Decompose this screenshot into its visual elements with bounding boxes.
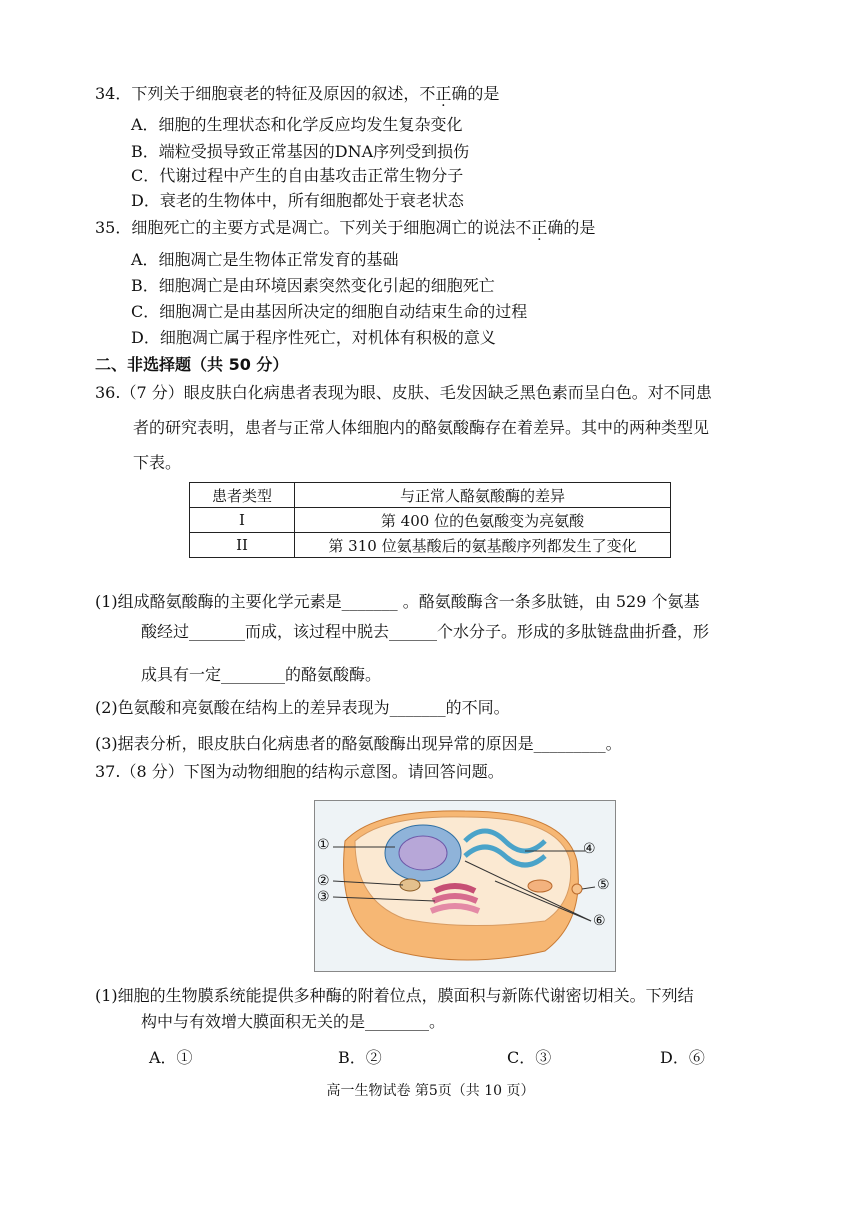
page-footer: 高一生物试卷 第5页（共 10 页） [326,1083,535,1099]
table-header: 与正常人酪氨酸酶的差异 [295,483,671,508]
label-5: ⑤ [597,877,610,893]
q36-part1-line3: 成具有一定________的酪氨酸酶。 [141,665,382,684]
q36-part1-line2: 酸经过_______而成，该过程中脱去______个水分子。形成的多肽链盘曲折叠，形 [141,622,710,641]
table-cell: I [190,508,295,533]
q37-part1-line1: (1)细胞的生物膜系统能提供多种酶的附着位点，膜面积与新陈代谢密切相关。下列结 [95,986,694,1005]
q34-stem-end: 的是 [467,84,500,103]
q34-option-d: D．衰老的生物体中，所有细胞都处于衰老状态 [131,191,464,210]
table-row [190,533,671,558]
table-row [190,508,671,533]
q36-part2: (2)色氨酸和亮氨酸在结构上的差异表现为_______的不同。 [95,698,510,717]
label-4: ④ [583,841,596,857]
q34-option-c: C．代谢过程中产生的自由基攻击正常生物分子 [131,166,464,185]
q34-option-b: B．端粒受损导致正常基因的DNA序列受到损伤 [131,142,470,161]
q36-line2: 者的研究表明，患者与正常人体细胞内的酪氨酸酶存在着差异。其中的两种类型见 [133,418,710,437]
animal-cell-figure [314,800,616,972]
table-cell: 第 310 位氨基酸后的氨基酸序列都发生了变化 [295,533,671,558]
q35-stem-text: 35．细胞死亡的主要方式是凋亡。下列关于细胞凋亡的说法 [95,218,516,237]
q35-emphasis: 不正确 [515,218,564,237]
q35-option-c: C．细胞凋亡是由基因所决定的细胞自动结束生命的过程 [131,302,528,321]
table-cell: II [190,533,295,558]
q37-part1-line2: 构中与有效增大膜面积无关的是________。 [141,1012,446,1031]
cell-diagram [315,801,615,971]
label-2: ② [317,873,330,889]
table-header-row [190,483,671,508]
section-heading: 二、非选择题（共 50 分） [95,355,289,374]
q35-option-b: B．细胞凋亡是由环境因素突然变化引起的细胞死亡 [131,276,495,295]
q36-part1-line1: (1)组成酪氨酸酶的主要化学元素是_______ 。酪氨酸酶含一条多肽链，由 529 个氨基 [95,592,700,611]
q36-line3: 下表。 [133,453,182,472]
label-6: ⑥ [593,913,606,929]
q34-emphasis: 不正确 [419,84,468,103]
q35-option-d: D．细胞凋亡属于程序性死亡，对机体有积极的意义 [131,328,496,347]
q35-option-a: A．细胞凋亡是生物体正常发育的基础 [131,250,399,269]
table-header: 患者类型 [190,483,295,508]
q36-table [189,482,671,558]
q37-option-a: A．① [149,1048,193,1067]
q34-option-a: A．细胞的生理状态和化学反应均发生复杂变化 [131,115,463,134]
table-cell: 第 400 位的色氨酸变为亮氨酸 [295,508,671,533]
q36-part3: (3)据表分析，眼皮肤白化病患者的酪氨酸酶出现异常的原因是_________。 [95,734,622,753]
q37-option-c: C．③ [507,1048,552,1067]
q36-line1: 36.（7 分）眼皮肤白化病患者表现为眼、皮肤、毛发因缺乏黑色素而呈白色。对不同患 [95,383,712,402]
q37-option-b: B．② [338,1048,382,1067]
q34-stem [95,84,499,104]
q34-stem-text: 34．下列关于细胞衰老的特征及原因的叙述， [95,84,420,103]
q37-stem: 37.（8 分）下图为动物细胞的结构示意图。请回答问题。 [95,762,504,781]
label-1: ① [317,837,330,853]
q35-stem [95,218,595,238]
q37-option-d: D．⑥ [660,1048,705,1067]
q35-stem-end: 的是 [563,218,596,237]
label-3: ③ [317,889,330,905]
